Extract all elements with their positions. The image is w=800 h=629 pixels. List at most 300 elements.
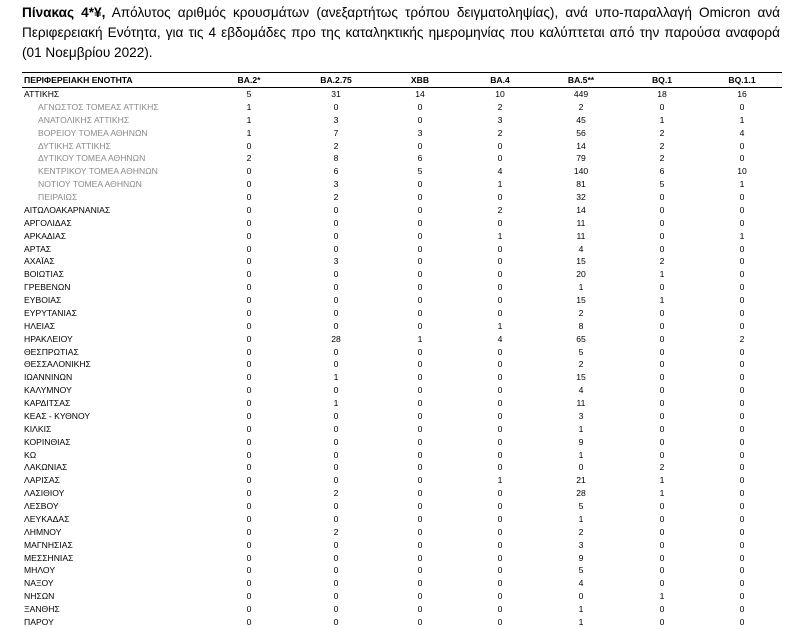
case-count-cell: 0: [417, 462, 423, 473]
case-count-cell: 0: [246, 462, 252, 473]
case-count-cell: 0: [246, 385, 252, 396]
case-count-cell: 0: [497, 372, 503, 383]
case-count-cell: 0: [739, 488, 745, 499]
caption-text: Απόλυτος αριθμός κρουσμάτων (ανεξαρτήτως τρόπου δειγματοληψίας), ανά υπο-παραλλαγή Omicron ανά Περιφερειακή Ενότητα, για τις 4 εβδομάδες προ της καταληκτικής ημερομηνίας που καλύπτεται από την παρούσα αναφορά (01 Νοεμβρίου 2022).: [22, 5, 781, 60]
case-count-cell: 0: [417, 539, 423, 550]
case-count-cell: 0: [497, 295, 503, 306]
case-count-cell: 0: [246, 359, 252, 370]
case-count-cell: 0: [246, 488, 252, 499]
case-count-cell: 5: [417, 166, 423, 177]
case-count-cell: 2: [333, 140, 339, 151]
case-count-cell: 0: [246, 578, 252, 589]
case-count-cell: 2: [333, 192, 339, 203]
case-count-cell: 0: [246, 282, 252, 293]
case-count-cell: 1: [246, 101, 252, 112]
case-count-cell: 0: [497, 269, 503, 280]
case-count-cell: 3: [497, 114, 503, 125]
table-row: [22, 346, 782, 359]
case-count-cell: 0: [739, 269, 745, 280]
case-count-cell: 1: [333, 372, 339, 383]
case-count-cell: 4: [578, 385, 584, 396]
case-count-cell: 1: [659, 269, 665, 280]
case-count-cell: 0: [659, 192, 665, 203]
case-count-cell: 8: [578, 320, 584, 331]
case-count-cell: 0: [739, 475, 745, 486]
case-count-cell: 0: [739, 243, 745, 254]
case-count-cell: 0: [659, 449, 665, 460]
region-name: ΜΑΓΝΗΣΙΑΣ: [24, 539, 73, 550]
region-name: ΑΡΤΑΣ: [24, 243, 52, 254]
region-name: ΑΓΝΩΣΤΟΣ ΤΟΜΕΑΣ ΑΤΤΙΚΗΣ: [38, 101, 159, 112]
header-row: [22, 73, 782, 88]
table-row: [22, 217, 782, 230]
case-count-cell: 0: [246, 307, 252, 318]
case-count-cell: 0: [246, 230, 252, 241]
case-count-cell: 0: [659, 410, 665, 421]
region-name: ΝΗΣΩΝ: [24, 591, 55, 602]
region-name: ΑΤΤΙΚΗΣ: [24, 89, 60, 100]
region-name: ΒΟΙΩΤΙΑΣ: [24, 269, 64, 280]
case-count-cell: 0: [497, 153, 503, 164]
case-count-cell: 5: [578, 346, 584, 357]
table-row: [22, 320, 782, 333]
case-count-cell: 4: [497, 166, 503, 177]
case-count-cell: 0: [246, 372, 252, 383]
case-count-cell: 0: [497, 449, 503, 460]
case-count-cell: 2: [659, 462, 665, 473]
case-count-cell: 4: [739, 127, 745, 138]
case-count-cell: 0: [417, 282, 423, 293]
region-name: ΕΥΒΟΙΑΣ: [24, 295, 62, 306]
region-name: ΜΕΣΣΗΝΙΑΣ: [24, 552, 74, 563]
case-count-cell: 0: [246, 346, 252, 357]
case-count-cell: 0: [739, 217, 745, 228]
case-count-cell: 0: [497, 616, 503, 627]
case-count-cell: 0: [246, 333, 252, 344]
region-name: ΛΑΚΩΝΙΑΣ: [24, 462, 68, 473]
case-count-cell: 0: [659, 423, 665, 434]
case-count-cell: 0: [333, 282, 339, 293]
region-name: ΚΙΛΚΙΣ: [24, 423, 52, 434]
case-count-cell: 0: [497, 307, 503, 318]
case-count-cell: 0: [417, 307, 423, 318]
header-ba275: BA.2.75: [292, 73, 380, 88]
case-count-cell: 0: [246, 410, 252, 421]
case-count-cell: 0: [246, 217, 252, 228]
case-count-cell: 0: [333, 578, 339, 589]
case-count-cell: 0: [417, 488, 423, 499]
case-count-cell: 0: [659, 578, 665, 589]
case-count-cell: 0: [497, 513, 503, 524]
case-count-cell: 2: [739, 333, 745, 344]
case-count-cell: 0: [739, 307, 745, 318]
header-bq11: BQ.1.1: [702, 73, 782, 88]
case-count-cell: 1: [417, 333, 423, 344]
case-count-cell: 1: [578, 282, 584, 293]
region-name: ΛΑΣΙΘΙΟΥ: [24, 488, 65, 499]
table-row: [22, 371, 782, 384]
case-count-cell: 0: [659, 320, 665, 331]
case-count-cell: 0: [246, 436, 252, 447]
table-row: [22, 487, 782, 500]
table-caption: [22, 3, 780, 63]
case-count-cell: 0: [497, 488, 503, 499]
case-count-cell: 0: [739, 410, 745, 421]
case-count-cell: 0: [417, 565, 423, 576]
table-row: [22, 88, 782, 101]
case-count-cell: 140: [573, 166, 589, 177]
case-count-cell: 0: [659, 604, 665, 615]
case-count-cell: 0: [333, 217, 339, 228]
region-name: ΚΟΡΙΝΘΙΑΣ: [24, 436, 71, 447]
case-count-cell: 0: [497, 526, 503, 537]
case-count-cell: 0: [333, 359, 339, 370]
table-row: [22, 603, 782, 616]
table-row: [22, 178, 782, 191]
case-count-cell: 0: [333, 269, 339, 280]
case-count-cell: 31: [331, 89, 341, 100]
case-count-cell: 0: [417, 398, 423, 409]
case-count-cell: 0: [333, 307, 339, 318]
case-count-cell: 21: [576, 475, 586, 486]
case-count-cell: 0: [417, 217, 423, 228]
table-row: [22, 140, 782, 153]
table-row: [22, 281, 782, 294]
case-count-cell: 0: [497, 217, 503, 228]
case-count-cell: 0: [739, 282, 745, 293]
region-name: ΜΗΛΟΥ: [24, 565, 56, 576]
case-count-cell: 0: [659, 372, 665, 383]
case-count-cell: 0: [739, 501, 745, 512]
case-count-cell: 11: [576, 230, 586, 241]
case-count-cell: 32: [576, 192, 586, 203]
case-count-cell: 0: [417, 604, 423, 615]
case-count-cell: 28: [331, 333, 341, 344]
variants-table: [22, 72, 782, 629]
region-name: ΛΕΣΒΟΥ: [24, 501, 59, 512]
case-count-cell: 10: [737, 166, 747, 177]
case-count-cell: 79: [576, 153, 586, 164]
region-name: ΘΕΣΠΡΩΤΙΑΣ: [24, 346, 79, 357]
case-count-cell: 0: [497, 539, 503, 550]
case-count-cell: 1: [578, 423, 584, 434]
case-count-cell: 5: [578, 501, 584, 512]
case-count-cell: 0: [739, 372, 745, 383]
case-count-cell: 0: [739, 539, 745, 550]
case-count-cell: 0: [333, 513, 339, 524]
case-count-cell: 0: [497, 346, 503, 357]
region-name: ΚΕΑΣ - ΚΥΘΝΟΥ: [24, 410, 91, 421]
table-row: [22, 552, 782, 565]
case-count-cell: 0: [417, 385, 423, 396]
case-count-cell: 0: [739, 192, 745, 203]
case-count-cell: 0: [417, 346, 423, 357]
case-count-cell: 0: [659, 359, 665, 370]
case-count-cell: 0: [246, 398, 252, 409]
case-count-cell: 0: [417, 101, 423, 112]
case-count-cell: 0: [497, 385, 503, 396]
case-count-cell: 0: [246, 591, 252, 602]
table-number: Πίνακας 4*¥,: [22, 5, 106, 20]
case-count-cell: 6: [333, 166, 339, 177]
case-count-cell: 0: [497, 552, 503, 563]
case-count-cell: 0: [739, 359, 745, 370]
case-count-cell: 0: [417, 295, 423, 306]
case-count-cell: 65: [576, 333, 586, 344]
table-row: [22, 101, 782, 114]
case-count-cell: 0: [417, 256, 423, 267]
case-count-cell: 3: [333, 256, 339, 267]
table-row: [22, 397, 782, 410]
case-count-cell: 0: [333, 230, 339, 241]
region-name: ΚΕΝΤΡΙΚΟΥ ΤΟΜΕΑ ΑΘΗΝΩΝ: [38, 166, 158, 177]
header-bq1: BQ.1: [622, 73, 702, 88]
case-count-cell: 0: [739, 578, 745, 589]
case-count-cell: 0: [659, 217, 665, 228]
case-count-cell: 0: [659, 539, 665, 550]
table-row: [22, 114, 782, 127]
case-count-cell: 2: [578, 307, 584, 318]
case-count-cell: 0: [497, 501, 503, 512]
case-count-cell: 1: [739, 230, 745, 241]
case-count-cell: 0: [739, 449, 745, 460]
case-count-cell: 0: [417, 591, 423, 602]
case-count-cell: 0: [333, 385, 339, 396]
case-count-cell: 1: [497, 475, 503, 486]
region-name: ΛΕΥΚΑΔΑΣ: [24, 513, 70, 524]
table-row: [22, 307, 782, 320]
case-count-cell: 4: [578, 578, 584, 589]
case-count-cell: 5: [246, 89, 252, 100]
case-count-cell: 0: [497, 256, 503, 267]
case-count-cell: 28: [576, 488, 586, 499]
table-row: [22, 500, 782, 513]
region-name: ΞΑΝΘΗΣ: [24, 604, 60, 615]
case-count-cell: 0: [417, 423, 423, 434]
case-count-cell: 2: [333, 488, 339, 499]
region-name: ΒΟΡΕΙΟΥ ΤΟΜΕΑ ΑΘΗΝΩΝ: [38, 127, 148, 138]
case-count-cell: 0: [659, 552, 665, 563]
region-name: ΕΥΡΥΤΑΝΙΑΣ: [24, 307, 77, 318]
case-count-cell: 0: [333, 101, 339, 112]
case-count-cell: 0: [497, 410, 503, 421]
case-count-cell: 0: [417, 204, 423, 215]
case-count-cell: 2: [578, 101, 584, 112]
case-count-cell: 0: [246, 166, 252, 177]
case-count-cell: 2: [578, 359, 584, 370]
case-count-cell: 0: [497, 192, 503, 203]
case-count-cell: 2: [659, 127, 665, 138]
case-count-cell: 0: [246, 616, 252, 627]
case-count-cell: 0: [659, 243, 665, 254]
region-name: ΝΟΤΙΟΥ ΤΟΜΕΑ ΑΘΗΝΩΝ: [38, 179, 142, 190]
case-count-cell: 0: [497, 423, 503, 434]
case-count-cell: 0: [659, 565, 665, 576]
region-name: ΗΡΑΚΛΕΙΟΥ: [24, 333, 73, 344]
header-region: ΠΕΡΙΦΕΡΕΙΑΚΗ ΕΝΟΤΗΤΑ: [22, 73, 206, 88]
case-count-cell: 0: [417, 616, 423, 627]
header-ba2: BA.2*: [206, 73, 292, 88]
case-count-cell: 1: [659, 295, 665, 306]
case-count-cell: 0: [246, 526, 252, 537]
case-count-cell: 0: [333, 346, 339, 357]
case-count-cell: 2: [497, 204, 503, 215]
case-count-cell: 56: [576, 127, 586, 138]
case-count-cell: 0: [497, 282, 503, 293]
case-count-cell: 0: [417, 578, 423, 589]
case-count-cell: 0: [659, 501, 665, 512]
case-count-cell: 1: [246, 114, 252, 125]
region-name: ΘΕΣΣΑΛΟΝΙΚΗΣ: [24, 359, 91, 370]
case-count-cell: 0: [246, 423, 252, 434]
case-count-cell: 0: [497, 565, 503, 576]
case-count-cell: 0: [417, 179, 423, 190]
case-count-cell: 0: [333, 539, 339, 550]
case-count-cell: 0: [333, 423, 339, 434]
case-count-cell: 0: [246, 140, 252, 151]
case-count-cell: 0: [333, 604, 339, 615]
case-count-cell: 0: [497, 140, 503, 151]
case-count-cell: 0: [497, 462, 503, 473]
case-count-cell: 1: [739, 179, 745, 190]
table-row: [22, 358, 782, 371]
case-count-cell: 1: [659, 114, 665, 125]
region-name: ΑΝΑΤΟΛΙΚΗΣ ΑΤΤΙΚΗΣ: [38, 114, 130, 125]
case-count-cell: 0: [739, 423, 745, 434]
case-count-cell: 0: [333, 243, 339, 254]
case-count-cell: 0: [417, 552, 423, 563]
case-count-cell: 1: [246, 127, 252, 138]
case-count-cell: 0: [333, 410, 339, 421]
case-count-cell: 15: [576, 295, 586, 306]
case-count-cell: 0: [246, 256, 252, 267]
case-count-cell: 3: [333, 179, 339, 190]
case-count-cell: 0: [739, 616, 745, 627]
case-count-cell: 1: [497, 320, 503, 331]
case-count-cell: 0: [739, 513, 745, 524]
case-count-cell: 0: [246, 565, 252, 576]
case-count-cell: 0: [739, 204, 745, 215]
case-count-cell: 0: [659, 616, 665, 627]
region-name: ΝΑΞΟΥ: [24, 578, 54, 589]
case-count-cell: 0: [333, 462, 339, 473]
table-row: [22, 590, 782, 603]
case-count-cell: 0: [739, 436, 745, 447]
table-row: [22, 255, 782, 268]
case-count-cell: 0: [333, 616, 339, 627]
case-count-cell: 0: [417, 269, 423, 280]
case-count-cell: 0: [659, 333, 665, 344]
case-count-cell: 18: [657, 89, 667, 100]
case-count-cell: 3: [333, 114, 339, 125]
table-row: [22, 449, 782, 462]
case-count-cell: 0: [497, 578, 503, 589]
case-count-cell: 0: [739, 591, 745, 602]
table-row: [22, 294, 782, 307]
case-count-cell: 0: [739, 320, 745, 331]
case-count-cell: 0: [659, 398, 665, 409]
header-xbb: XBB: [380, 73, 460, 88]
case-count-cell: 2: [246, 153, 252, 164]
case-count-cell: 1: [659, 591, 665, 602]
case-count-cell: 0: [417, 526, 423, 537]
case-count-cell: 1: [578, 604, 584, 615]
case-count-cell: 0: [659, 204, 665, 215]
table-body: [22, 88, 782, 629]
case-count-cell: 0: [417, 475, 423, 486]
table-row: [22, 461, 782, 474]
case-count-cell: 0: [497, 243, 503, 254]
table-row: [22, 526, 782, 539]
table-row: [22, 577, 782, 590]
case-count-cell: 2: [333, 526, 339, 537]
case-count-cell: 0: [739, 256, 745, 267]
region-name: ΑΙΤΩΛΟΑΚΑΡΝΑΝΙΑΣ: [24, 204, 111, 215]
table-row: [22, 268, 782, 281]
table-row: [22, 243, 782, 256]
case-count-cell: 0: [739, 462, 745, 473]
case-count-cell: 1: [497, 179, 503, 190]
case-count-cell: 449: [573, 89, 589, 100]
case-count-cell: 9: [578, 436, 584, 447]
case-count-cell: 3: [417, 127, 423, 138]
case-count-cell: 1: [578, 616, 584, 627]
table-row: [22, 333, 782, 346]
case-count-cell: 0: [246, 243, 252, 254]
case-count-cell: 4: [497, 333, 503, 344]
case-count-cell: 0: [333, 475, 339, 486]
case-count-cell: 0: [739, 552, 745, 563]
case-count-cell: 7: [333, 127, 339, 138]
table-row: [22, 436, 782, 449]
case-count-cell: 0: [739, 153, 745, 164]
case-count-cell: 0: [659, 282, 665, 293]
region-name: ΔΥΤΙΚΟΥ ΤΟΜΕΑ ΑΘΗΝΩΝ: [38, 153, 146, 164]
case-count-cell: 0: [417, 436, 423, 447]
case-count-cell: 0: [739, 385, 745, 396]
table-row: [22, 513, 782, 526]
case-count-cell: 0: [417, 114, 423, 125]
case-count-cell: 11: [576, 217, 586, 228]
region-name: ΗΛΕΙΑΣ: [24, 320, 56, 331]
table-row: [22, 127, 782, 140]
region-name: ΑΡΚΑΔΙΑΣ: [24, 230, 67, 241]
case-count-cell: 20: [576, 269, 586, 280]
case-count-cell: 0: [739, 565, 745, 576]
case-count-cell: 0: [739, 526, 745, 537]
case-count-cell: 11: [576, 398, 586, 409]
table-row: [22, 564, 782, 577]
table-row: [22, 384, 782, 397]
case-count-cell: 3: [578, 410, 584, 421]
case-count-cell: 5: [578, 565, 584, 576]
case-count-cell: 14: [415, 89, 425, 100]
case-count-cell: 0: [739, 346, 745, 357]
case-count-cell: 0: [417, 449, 423, 460]
case-count-cell: 1: [578, 513, 584, 524]
region-name: ΑΧΑΪΑΣ: [24, 256, 55, 267]
region-name: ΠΑΡΟΥ: [24, 616, 54, 627]
case-count-cell: 0: [497, 359, 503, 370]
case-count-cell: 5: [659, 179, 665, 190]
case-count-cell: 2: [659, 140, 665, 151]
case-count-cell: 1: [497, 230, 503, 241]
case-count-cell: 0: [659, 307, 665, 318]
case-count-cell: 0: [739, 604, 745, 615]
case-count-cell: 2: [659, 256, 665, 267]
region-name: ΚΑΛΥΜΝΟΥ: [24, 385, 72, 396]
case-count-cell: 0: [417, 320, 423, 331]
